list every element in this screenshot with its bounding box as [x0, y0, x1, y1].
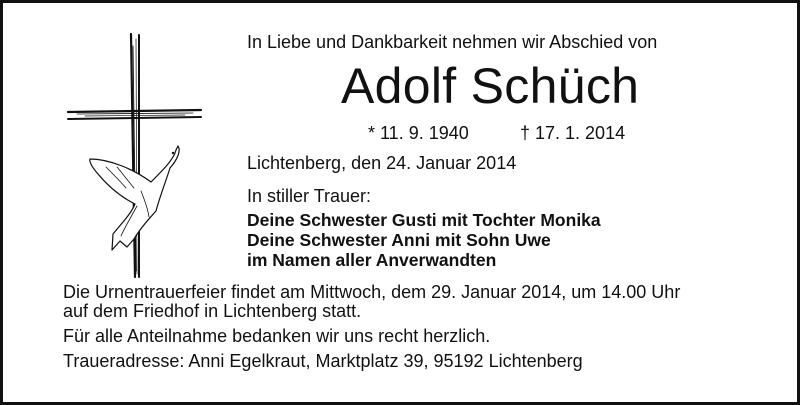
mourning-address: Traueradresse: Anni Egelkraut, Marktplatz 39, 95192 Lichtenberg	[63, 351, 583, 371]
mourner-line: Deine Schwester Anni mit Sohn Uwe	[247, 230, 551, 250]
deceased-name: Adolf Schüch	[341, 58, 640, 114]
ceremony-line: Die Urnentrauerfeier findet am Mittwoch, dem 29. Januar 2014, um 14.00 Uhr	[63, 282, 681, 302]
place-and-date: Lichtenberg, den 24. Januar 2014	[247, 153, 517, 173]
ceremony-line: auf dem Friedhof in Lichtenberg statt.	[63, 301, 362, 321]
cross-with-dove-icon	[65, 31, 205, 281]
mourner-line: im Namen aller Anverwandten	[247, 250, 497, 270]
death-date: † 17. 1. 2014	[520, 123, 626, 143]
mourning-heading: In stiller Trauer:	[247, 186, 372, 206]
intro-line: In Liebe und Dankbarkeit nehmen wir Abschied von	[247, 32, 658, 52]
mourner-line: Deine Schwester Gusti mit Tochter Monika	[247, 210, 601, 230]
thanks-line: Für alle Anteilnahme bedanken wir uns recht herzlich.	[63, 326, 491, 346]
birth-date: * 11. 9. 1940	[368, 123, 469, 143]
